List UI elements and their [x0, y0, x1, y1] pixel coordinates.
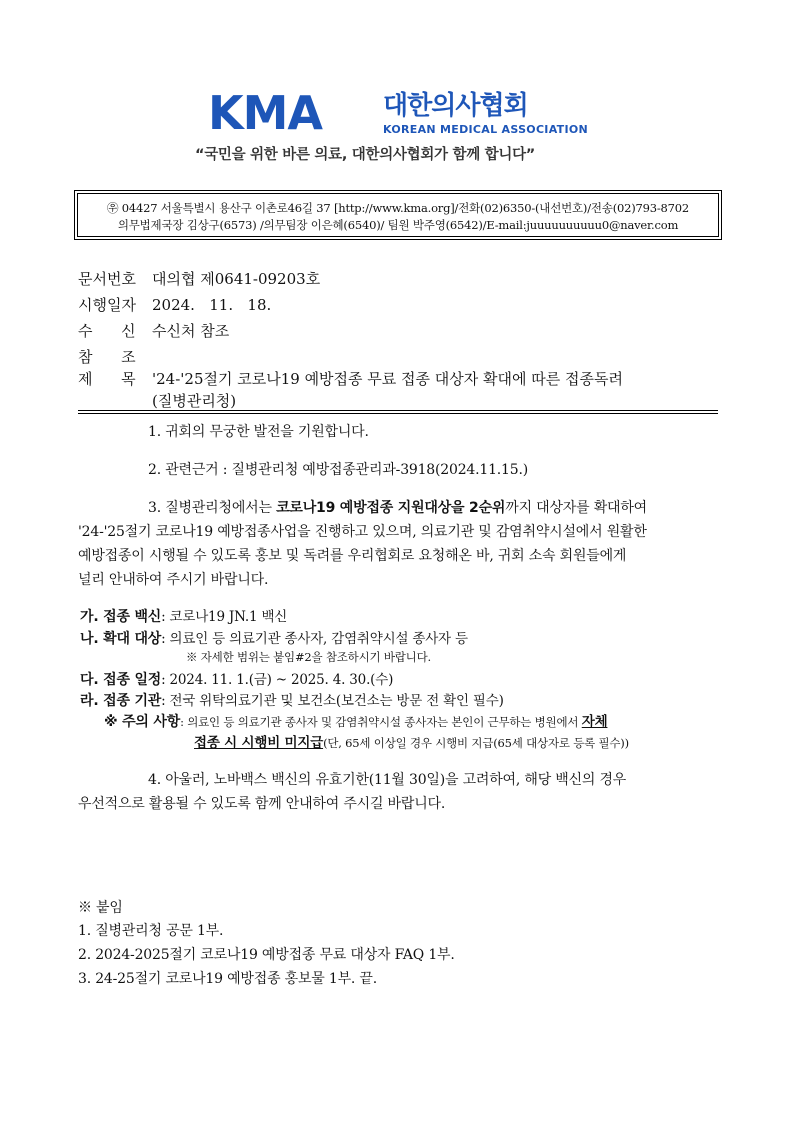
divider-top: [78, 410, 718, 411]
item-institution-label: 라. 접종 기관: [80, 693, 162, 709]
item-caution-value: : 의료인 등 의료기관 종사자 및 감염취약시설 종사자는 본인이 근무하는 병원에서: [180, 715, 582, 729]
item-target-label: 나. 확대 대상: [80, 631, 162, 647]
item-institution-value: : 전국 위탁의료기관 및 보건소(보건소는 방문 전 확인 필수): [161, 693, 504, 709]
org-name-korean: 대한의사협회: [383, 91, 528, 121]
recipient-value: 수신처 참조: [152, 322, 230, 340]
reference-label: 참 조: [78, 348, 136, 366]
attachment-2: 2. 2024-2025절기 코로나19 예방접종 무료 대상자 FAQ 1부.: [78, 947, 455, 963]
slogan: “국민을 위한 바른 의료, 대한의사협회가 함께 합니다”: [195, 147, 536, 163]
item-target-note: ※ 자세한 범위는 붙임#2을 참조하시기 바랍니다.: [186, 650, 431, 664]
item-caution-line-2: [194, 731, 629, 751]
date-label: 시행일자: [78, 296, 136, 314]
item-vaccine-value: : 코로나19 JN.1 백신: [161, 609, 288, 625]
item-caution-tail: (단, 65세 이상일 경우 시행비 지급(65세 대상자로 등록 필수)): [323, 736, 629, 750]
recipient-row: [78, 320, 229, 341]
paragraph-4: [78, 768, 718, 816]
item-target-value: : 의료인 등 의료기관 종사자, 감염취약시설 종사자 등: [161, 631, 468, 647]
org-name-english: KOREAN MEDICAL ASSOCIATION: [383, 123, 589, 136]
item-schedule: [80, 668, 393, 689]
paragraph-3: [78, 496, 718, 592]
date-row: [78, 294, 271, 315]
item-vaccine: [80, 605, 287, 626]
item-schedule-value: : 2024. 11. 1.(금) ~ 2025. 4. 30.(수): [161, 672, 394, 688]
item-caution-label: ※ 주의 사항: [104, 714, 181, 730]
attachment-1: 1. 질병관리청 공문 1부.: [78, 923, 224, 939]
doc-number-row: [78, 268, 320, 289]
paragraph-3-rest: 까지 대상자를 확대하여: [505, 500, 647, 516]
attachment-3: 3. 24-25절기 코로나19 예방접종 홍보물 1부. 끝.: [78, 971, 377, 987]
paragraph-3-line-2: '24-'25절기 코로나19 예방접종사업을 진행하고 있으며, 의료기관 및 감염취약시설에서 원활한: [78, 524, 647, 540]
paragraph-3-line-4: 널리 안내하여 주시기 바랍니다.: [78, 572, 269, 588]
paragraph-1: 1. 귀회의 무궁한 발전을 기원합니다.: [148, 424, 369, 440]
address-box: [77, 193, 719, 237]
paragraph-3-line-3: 예방접종이 시행될 수 있도록 홍보 및 독려를 우리협회로 요청해온 바, 귀회 소속 회원들에게: [78, 548, 627, 564]
item-caution: [104, 710, 607, 731]
address-line-1: ㉾ 04427 서울특별시 용산구 이촌로46길 37 [http://www.kma.org]/전화(02)6350-(내선번호)/전송(02)793-8702: [106, 201, 690, 215]
paragraph-2: 2. 관련근거 : 질병관리청 예방접종관리과-3918(2024.11.15.): [148, 462, 528, 478]
item-institution: [80, 689, 504, 710]
subject-row: [78, 368, 623, 389]
item-caution-underline-2: 접종 시 시행비 미지급: [194, 735, 324, 751]
subject-label: 제 목: [78, 370, 136, 388]
subject-line-2: (질병관리청): [152, 392, 237, 410]
attachments-header: ※ 붙임: [78, 900, 123, 916]
doc-number: 대의협 제0641-09203호: [152, 270, 321, 288]
logo-text: KMA: [208, 86, 323, 140]
item-vaccine-label: 가. 접종 백신: [80, 609, 162, 625]
subject-line-1: '24-'25절기 코로나19 예방접종 무료 접종 대상자 확대에 따른 접종독려: [152, 370, 623, 388]
date-value: 2024. 11. 18.: [152, 296, 272, 314]
divider-bottom: [78, 413, 718, 414]
address-line-2: 의무법제국장 김상구(6573) /의무팀장 이은혜(6540)/ 팀원 박주영(6542)/E-mail:juuuuuuuuuu0@naver.com: [117, 218, 679, 232]
doc-number-label: 문서번호: [78, 270, 136, 288]
paragraph-4-line-2: 우선적으로 활용될 수 있도록 함께 안내하여 주시길 바랍니다.: [78, 796, 446, 812]
kma-logo: [208, 86, 589, 140]
paragraph-3-emphasis: 코로나19 예방접종 지원대상을 2순위: [276, 500, 506, 516]
item-caution-underline-1: 자체: [581, 714, 608, 730]
paragraph-4-line-1: 4. 아울러, 노바백스 백신의 유효기한(11월 30일)을 고려하여, 해당 백신의 경우: [148, 772, 627, 788]
item-target: [80, 627, 468, 648]
reference-row: [78, 346, 152, 367]
recipient-label: 수 신: [78, 322, 136, 340]
item-schedule-label: 다. 접종 일정: [80, 672, 162, 688]
paragraph-3-start: 3. 질병관리청에서는: [148, 500, 277, 516]
